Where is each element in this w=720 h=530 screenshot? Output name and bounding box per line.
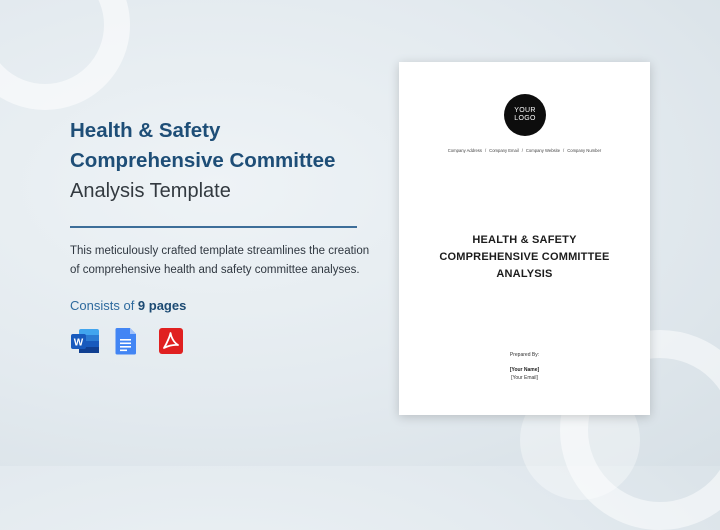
template-info-panel [70, 116, 390, 355]
word-icon[interactable] [70, 327, 98, 355]
divider [70, 226, 357, 228]
template-title-line1: Health & Safety [70, 119, 221, 142]
document-preview [399, 62, 650, 415]
prepared-by-label: Prepared By: [509, 352, 540, 358]
company-number: Company Number [567, 148, 602, 153]
page-count [70, 298, 390, 313]
company-address: Company Address [447, 148, 482, 153]
google-docs-icon[interactable] [114, 327, 142, 355]
logo-text-line1: YOUR [514, 107, 536, 114]
company-website: Company Website [525, 148, 561, 153]
template-description: This meticulously crafted template streamlines the creation of comprehensive health and safety committee analyses. [70, 245, 370, 276]
file-format-icons [70, 327, 390, 355]
page-count-prefix: Consists of [70, 298, 138, 313]
svg-text:W: W [73, 337, 84, 349]
separator: / [485, 148, 487, 153]
company-email: Company Email [489, 148, 519, 153]
your-email-placeholder: [Your Email] [511, 375, 538, 381]
page-count-value: 9 pages [137, 298, 187, 313]
pdf-icon[interactable] [158, 327, 186, 355]
document-title-line3: ANALYSIS [496, 268, 553, 280]
logo-placeholder [504, 94, 546, 136]
template-title-line2: Comprehensive Committee [70, 149, 336, 172]
document-title-line2: COMPREHENSIVE COMMITTEE [439, 251, 610, 263]
decorative-ring-top-left [0, 0, 130, 110]
company-contact-line [399, 148, 650, 153]
document-title [399, 232, 650, 283]
separator: / [521, 148, 523, 153]
separator: / [563, 148, 565, 153]
your-name-placeholder: [Your Name] [509, 367, 540, 373]
logo-text-line2: LOGO [514, 115, 536, 122]
document-title-line1: HEALTH & SAFETY [472, 234, 577, 246]
template-subtitle: Analysis Template [70, 180, 231, 202]
